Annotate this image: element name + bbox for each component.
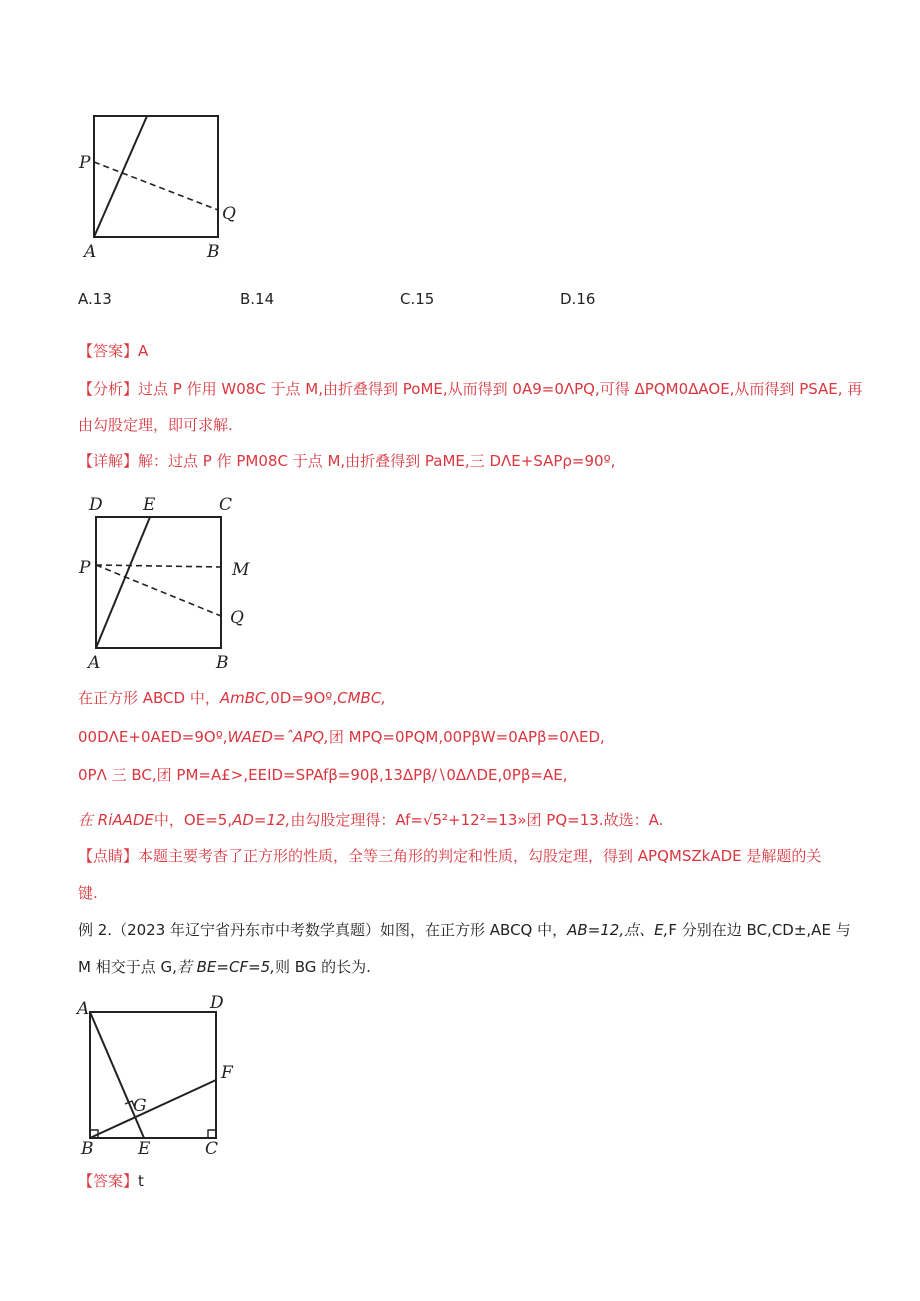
- example2-line-2: [78, 957, 371, 977]
- segment-ae: [94, 116, 147, 237]
- solution-4d: 由勾股定理得：Af=√5²+12²=13»团 PQ=13.故选：A.: [290, 811, 664, 829]
- detail-line: [78, 451, 615, 471]
- choice-a: A.13: [78, 290, 112, 308]
- detail-text: 解：过点 P 作 PM08C 于点 M,由折叠得到 PaME,三 DΛE+SAPρ=90º,: [138, 452, 616, 470]
- solution-line-3: 0PΛ 三 BC,团 PM=A£>,EEID=SPAfβ=90β,13ΔPβ∕∖0ΔΛDE,0Pβ=AE,: [78, 766, 568, 784]
- comment-line-2: 键.: [78, 884, 98, 902]
- segment-pm: [96, 565, 221, 567]
- analysis-line-1: [78, 379, 862, 399]
- label-p: P: [79, 153, 91, 173]
- label-a: A: [77, 999, 90, 1019]
- square-abcd: [90, 1012, 216, 1138]
- example2-1a: 例 2.（2023 年辽宁省丹东市中考数学真题）如图，在正方形 ABCQ 中，: [78, 921, 568, 939]
- solution-1d: CMBC,: [337, 689, 387, 707]
- label-d: D: [89, 495, 103, 515]
- label-m: M: [232, 560, 250, 580]
- label-p: P: [79, 558, 91, 578]
- segment-bf: [90, 1080, 216, 1138]
- comment-text-1: 本题主要考杳了正方形的性质，全等三角形的判定和性质，勾股定理，得到 APQMSZkADE 是解题的关: [138, 847, 822, 865]
- solution-4b: 中，OE=5,: [153, 811, 233, 829]
- example2-1b: AB=12,: [567, 921, 625, 939]
- solution-4c: AD=12,: [232, 811, 291, 829]
- segment-pq: [96, 565, 221, 616]
- comment-tag: 【点睛】: [78, 847, 139, 865]
- analysis-line-2: 由勾股定理，即可求解.: [78, 416, 233, 434]
- right-angle-c: [208, 1130, 216, 1138]
- answer2-value: t: [138, 1172, 144, 1190]
- solution-2c: 团 MPQ=0PQM,00PβW=0APβ=0ΛED,: [328, 728, 605, 746]
- example2-1d: E,: [654, 921, 669, 939]
- solution-1a: 在正方形 ABCD 中，: [78, 689, 220, 707]
- figure-square-fold-detail: [74, 490, 274, 670]
- label-b: B: [81, 1139, 94, 1159]
- solution-line-2: [78, 727, 605, 747]
- solution-2a: 00DΛE+0AED=9Oº,: [78, 728, 228, 746]
- answer-value: A: [138, 342, 149, 360]
- solution-2b: WAED=ˆAPQ,: [227, 728, 329, 746]
- label-g: G: [133, 1096, 147, 1116]
- label-c: C: [219, 495, 233, 515]
- solution-4a: 在 RiAADE: [78, 811, 154, 829]
- figure-square-perpendicular: [72, 994, 252, 1164]
- example2-1e: F 分别在边 BC,CD±,AE 与: [668, 921, 851, 939]
- example2-2a: M 相交于点 G,: [78, 958, 177, 976]
- label-e: E: [143, 495, 156, 515]
- solution-1b: AmBC,: [219, 689, 271, 707]
- label-e: E: [138, 1139, 151, 1159]
- choice-c: C.15: [400, 290, 435, 308]
- segment-ae: [96, 517, 150, 648]
- answer2-tag: 【答案】: [78, 1172, 139, 1190]
- answer-tag: 【答案】: [78, 342, 139, 360]
- answer-2: [78, 1171, 144, 1191]
- example2-1c: 点、: [624, 921, 655, 939]
- answer-1: [78, 341, 148, 361]
- label-d: D: [210, 994, 224, 1013]
- choice-b: B.14: [240, 290, 275, 308]
- solution-1c: 0D=9Oº,: [270, 689, 338, 707]
- square-outline: [94, 116, 218, 237]
- label-a: A: [88, 653, 101, 670]
- label-c: C: [205, 1139, 219, 1159]
- analysis-text-1: 过点 P 作用 W08C 于点 M,由折叠得到 PoME,从而得到 0A9=0ΛPQ,可得 ΔPQM0ΔAOE,从而得到 PSAE, 再: [138, 380, 863, 398]
- comment-line-1: [78, 846, 821, 866]
- label-b: B: [216, 653, 229, 670]
- label-b: B: [207, 242, 220, 262]
- example2-2c: 则 BG 的长为.: [274, 958, 371, 976]
- square-abcd: [96, 517, 221, 648]
- solution-line-1: [78, 688, 386, 708]
- figure-square-fold: [74, 106, 264, 266]
- label-q: Q: [222, 204, 236, 224]
- example2-2b: 若 BE=CF=5,: [176, 958, 275, 976]
- segment-pq: [94, 162, 218, 210]
- detail-tag: 【详解】: [78, 452, 139, 470]
- label-f: F: [221, 1063, 233, 1083]
- label-q: Q: [230, 608, 244, 628]
- example2-line-1: [78, 920, 851, 940]
- choice-d: D.16: [560, 290, 596, 308]
- label-a: A: [84, 242, 97, 262]
- solution-line-4: [78, 810, 663, 830]
- segment-ae: [90, 1012, 144, 1138]
- analysis-tag: 【分析】: [78, 380, 139, 398]
